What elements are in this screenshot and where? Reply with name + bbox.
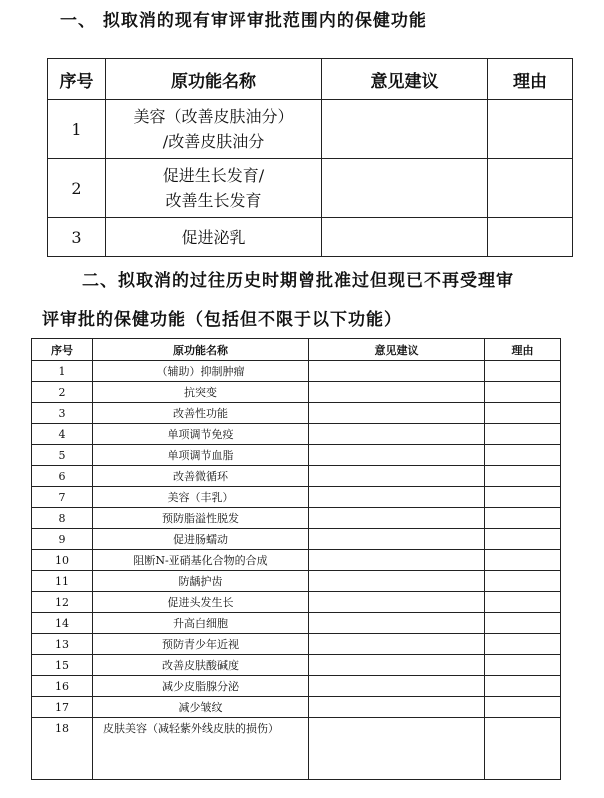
row-name-line: /改善皮肤油分 xyxy=(162,132,265,151)
table-row xyxy=(32,655,561,676)
row-no: 13 xyxy=(32,634,93,655)
row-no: 17 xyxy=(32,697,93,718)
row-name xyxy=(106,159,322,218)
table-row xyxy=(32,592,561,613)
reason-cell[interactable] xyxy=(485,466,561,487)
reason-cell[interactable] xyxy=(485,592,561,613)
section1-heading: 一、 拟取消的现有审评审批范围内的保健功能 xyxy=(60,11,427,31)
reason-cell[interactable] xyxy=(485,445,561,466)
row-no xyxy=(32,718,93,780)
table-row xyxy=(32,676,561,697)
header-reason: 理由 xyxy=(485,339,561,361)
row-no: 7 xyxy=(32,487,93,508)
row-no: 11 xyxy=(32,571,93,592)
opinion-cell[interactable] xyxy=(309,550,485,571)
opinion-cell[interactable] xyxy=(309,592,485,613)
row-name: 改善微循环 xyxy=(93,466,309,487)
reason-cell[interactable] xyxy=(485,634,561,655)
table-row xyxy=(32,466,561,487)
row-no: 1 xyxy=(48,100,106,159)
row-name: 改善皮肤酸碱度 xyxy=(93,655,309,676)
header-no: 序号 xyxy=(48,59,106,100)
header-name: 原功能名称 xyxy=(93,339,309,361)
row-no: 8 xyxy=(32,508,93,529)
opinion-cell[interactable] xyxy=(322,159,488,218)
section2-heading-line1: 二、拟取消的过往历史时期曾批准过但现已不再受理审 xyxy=(82,271,514,291)
opinion-cell[interactable] xyxy=(309,403,485,424)
section1-table xyxy=(47,58,573,257)
table-row xyxy=(32,529,561,550)
opinion-cell[interactable] xyxy=(309,508,485,529)
row-no: 14 xyxy=(32,613,93,634)
row-name-text: 皮肤美容（减轻紫外线皮肤的损伤） xyxy=(103,722,279,735)
opinion-cell[interactable] xyxy=(309,424,485,445)
table-row xyxy=(32,508,561,529)
row-name: 预防青少年近视 xyxy=(93,634,309,655)
row-name: 阻断N-亚硝基化合物的合成 xyxy=(93,550,309,571)
opinion-cell[interactable] xyxy=(309,718,485,780)
row-name: 单项调节血脂 xyxy=(93,445,309,466)
table-row xyxy=(32,634,561,655)
table-row xyxy=(48,218,573,257)
row-no-text: 18 xyxy=(55,722,69,735)
opinion-cell[interactable] xyxy=(309,634,485,655)
row-name xyxy=(93,718,309,780)
opinion-cell[interactable] xyxy=(309,529,485,550)
row-no: 9 xyxy=(32,529,93,550)
table-row xyxy=(32,613,561,634)
row-no: 3 xyxy=(32,403,93,424)
reason-cell[interactable] xyxy=(485,403,561,424)
row-no: 12 xyxy=(32,592,93,613)
header-opinion: 意见建议 xyxy=(322,59,488,100)
opinion-cell[interactable] xyxy=(322,218,488,257)
row-no: 5 xyxy=(32,445,93,466)
table-row xyxy=(32,550,561,571)
reason-cell[interactable] xyxy=(485,424,561,445)
reason-cell[interactable] xyxy=(485,487,561,508)
row-name-line: 促进生长发育/ xyxy=(162,166,265,185)
header-reason: 理由 xyxy=(488,59,573,100)
table-row xyxy=(32,697,561,718)
table-row xyxy=(32,382,561,403)
table-row xyxy=(32,403,561,424)
table-row xyxy=(32,487,561,508)
reason-cell[interactable] xyxy=(485,529,561,550)
row-name-line: 美容（改善皮肤油分） xyxy=(133,107,294,126)
row-no: 4 xyxy=(32,424,93,445)
opinion-cell[interactable] xyxy=(322,100,488,159)
row-no: 1 xyxy=(32,361,93,382)
row-no: 16 xyxy=(32,676,93,697)
row-name xyxy=(106,100,322,159)
section2-table xyxy=(31,338,561,780)
row-no: 6 xyxy=(32,466,93,487)
reason-cell[interactable] xyxy=(485,361,561,382)
reason-cell[interactable] xyxy=(485,697,561,718)
opinion-cell[interactable] xyxy=(309,571,485,592)
row-name: 减少皱纹 xyxy=(93,697,309,718)
row-name: 减少皮脂腺分泌 xyxy=(93,676,309,697)
table-row xyxy=(48,100,573,159)
table-row xyxy=(32,445,561,466)
row-name: 单项调节免疫 xyxy=(93,424,309,445)
opinion-cell[interactable] xyxy=(309,487,485,508)
header-name: 原功能名称 xyxy=(106,59,322,100)
row-name: 促进肠蠕动 xyxy=(93,529,309,550)
opinion-cell[interactable] xyxy=(309,382,485,403)
row-no: 3 xyxy=(48,218,106,257)
header-opinion: 意见建议 xyxy=(309,339,485,361)
reason-cell[interactable] xyxy=(488,159,573,218)
reason-cell[interactable] xyxy=(485,718,561,780)
reason-cell[interactable] xyxy=(485,508,561,529)
row-no: 15 xyxy=(32,655,93,676)
reason-cell[interactable] xyxy=(485,550,561,571)
opinion-cell[interactable] xyxy=(309,676,485,697)
row-name: 促进泌乳 xyxy=(106,218,322,257)
reason-cell[interactable] xyxy=(485,676,561,697)
reason-cell[interactable] xyxy=(485,382,561,403)
row-name-line: 改善生长发育 xyxy=(165,191,262,210)
table-row xyxy=(32,718,561,780)
table-row xyxy=(32,571,561,592)
reason-cell[interactable] xyxy=(485,613,561,634)
table-row xyxy=(32,424,561,445)
opinion-cell[interactable] xyxy=(309,655,485,676)
row-name: 升高白细胞 xyxy=(93,613,309,634)
row-no: 10 xyxy=(32,550,93,571)
reason-cell[interactable] xyxy=(488,100,573,159)
row-no: 2 xyxy=(32,382,93,403)
table-row xyxy=(48,159,573,218)
row-name: 改善性功能 xyxy=(93,403,309,424)
row-name: 预防脂溢性脱发 xyxy=(93,508,309,529)
opinion-cell[interactable] xyxy=(309,361,485,382)
row-name: （辅助）抑制肿瘤 xyxy=(93,361,309,382)
reason-cell[interactable] xyxy=(485,571,561,592)
opinion-cell[interactable] xyxy=(309,697,485,718)
row-name: 抗突变 xyxy=(93,382,309,403)
row-name: 美容（丰乳） xyxy=(93,487,309,508)
opinion-cell[interactable] xyxy=(309,466,485,487)
row-name: 促进头发生长 xyxy=(93,592,309,613)
opinion-cell[interactable] xyxy=(309,613,485,634)
reason-cell[interactable] xyxy=(488,218,573,257)
opinion-cell[interactable] xyxy=(309,445,485,466)
table-row xyxy=(32,361,561,382)
header-no: 序号 xyxy=(32,339,93,361)
reason-cell[interactable] xyxy=(485,655,561,676)
section2-heading-line2: 评审批的保健功能（包括但不限于以下功能） xyxy=(42,310,402,330)
row-name: 防龋护齿 xyxy=(93,571,309,592)
row-no: 2 xyxy=(48,159,106,218)
